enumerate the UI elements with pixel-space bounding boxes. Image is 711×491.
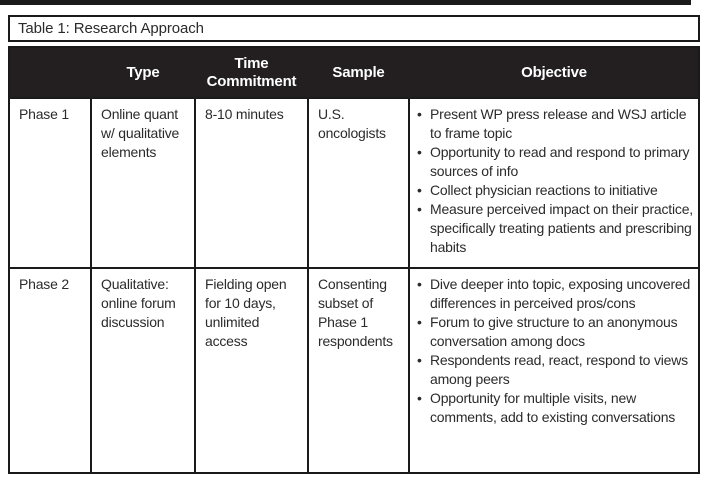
top-rule <box>0 0 691 5</box>
phase2-label-cell: Phase 2 <box>10 269 92 472</box>
phase1-objective-cell <box>410 99 698 269</box>
phase2-objective-cell <box>410 269 698 472</box>
bullet-item: • Measure perceived impact on their practice, specifically treating patients and prescribing habits <box>417 200 693 257</box>
bullet-item: • Opportunity to read and respond to primary sources of info <box>417 143 693 181</box>
phase1-label-cell: Phase 1 <box>10 99 92 269</box>
header-cell-type: Type <box>92 48 196 99</box>
phase2-type-cell: Qualitative: online forum discussion <box>92 269 196 472</box>
phase2-time-commitment-cell: Fielding open for 10 days, unlimited access <box>196 269 309 472</box>
header-cell-time-commitment: Time Commitment <box>196 48 309 99</box>
table-title-box <box>8 15 700 42</box>
bullet-item: • Forum to give structure to an anonymous conversation among docs <box>417 313 693 351</box>
bullet-item: • Respondents read, react, respond to views among peers <box>417 351 693 389</box>
header-cell-sample: Sample <box>309 48 410 99</box>
phase1-sample-cell: U.S. oncologists <box>309 99 410 269</box>
bullet-item: • Collect physician reactions to initiative <box>417 181 693 200</box>
header-cell-blank <box>10 48 92 99</box>
bullet-item: • Dive deeper into topic, exposing uncovered differences in perceived pros/cons <box>417 275 693 313</box>
table-title: Table 1: Research Approach <box>18 20 204 37</box>
phase1-type-cell: Online quant w/ qualitative elements <box>92 99 196 269</box>
phase1-time-commitment-cell: 8-10 minutes <box>196 99 309 269</box>
header-cell-objective: Objective <box>410 48 698 99</box>
research-approach-table <box>8 46 700 474</box>
bullet-item: • Opportunity for multiple visits, new comments, add to existing conversations <box>417 389 693 427</box>
bullet-item: • Present WP press release and WSJ article to frame topic <box>417 105 693 143</box>
phase2-sample-cell: Consenting subset of Phase 1 respondents <box>309 269 410 472</box>
